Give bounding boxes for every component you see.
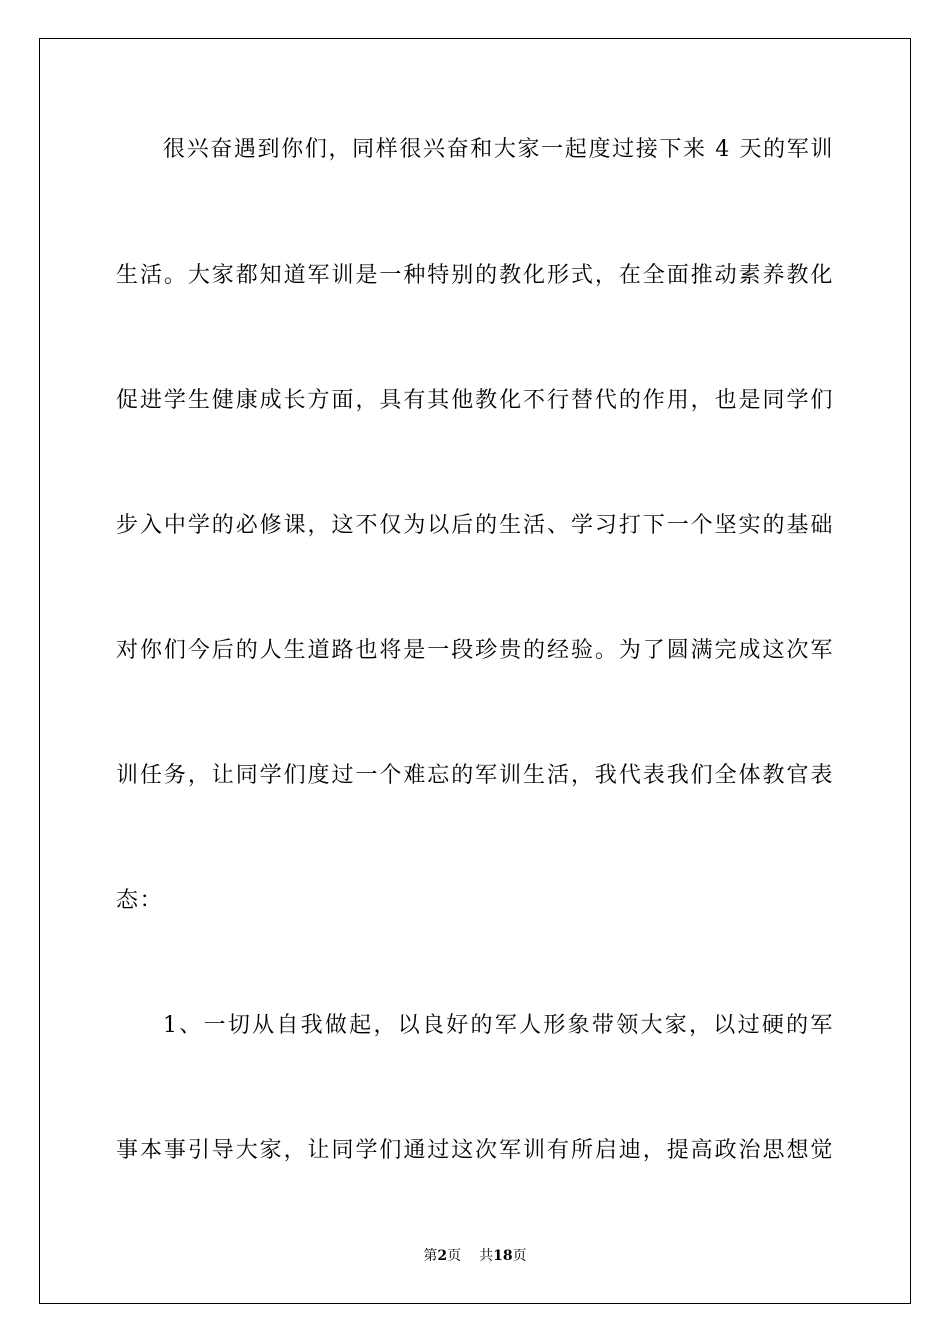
paragraph-line: 促进学生健康成长方面，具有其他教化不行替代的作用，也是同学们 — [116, 388, 834, 413]
paragraph-line: 对你们今后的人生道路也将是一段珍贵的经验。为了圆满完成这次军 — [116, 638, 834, 663]
paragraph-line: 1、一切从自我做起，以良好的军人形象带领大家，以过硬的军 — [163, 1013, 834, 1038]
page-prefix: 第 — [423, 1248, 438, 1264]
page-footer — [0, 1247, 950, 1265]
total-pages: 18 — [493, 1248, 513, 1264]
paragraph-line: 事本事引导大家，让同学们通过这次军训有所启迪，提高政治思想觉 — [116, 1138, 834, 1163]
page-number: 2 — [437, 1248, 448, 1264]
total-suffix: 页 — [512, 1248, 527, 1264]
page-border — [39, 38, 911, 1304]
page-suffix: 页 — [447, 1248, 462, 1264]
paragraph-line: 很兴奋遇到你们，同样很兴奋和大家一起度过接下来 4 天的军训 — [163, 137, 834, 162]
total-prefix: 共 — [479, 1248, 494, 1264]
paragraph-line: 步入中学的必修课，这不仅为以后的生活、学习打下一个坚实的基础 — [116, 513, 834, 538]
paragraph-line: 生活。大家都知道军训是一种特别的教化形式，在全面推动素养教化 — [116, 263, 834, 288]
paragraph-line: 态： — [116, 888, 164, 913]
paragraph-line: 训任务，让同学们度过一个难忘的军训生活，我代表我们全体教官表 — [116, 763, 834, 788]
